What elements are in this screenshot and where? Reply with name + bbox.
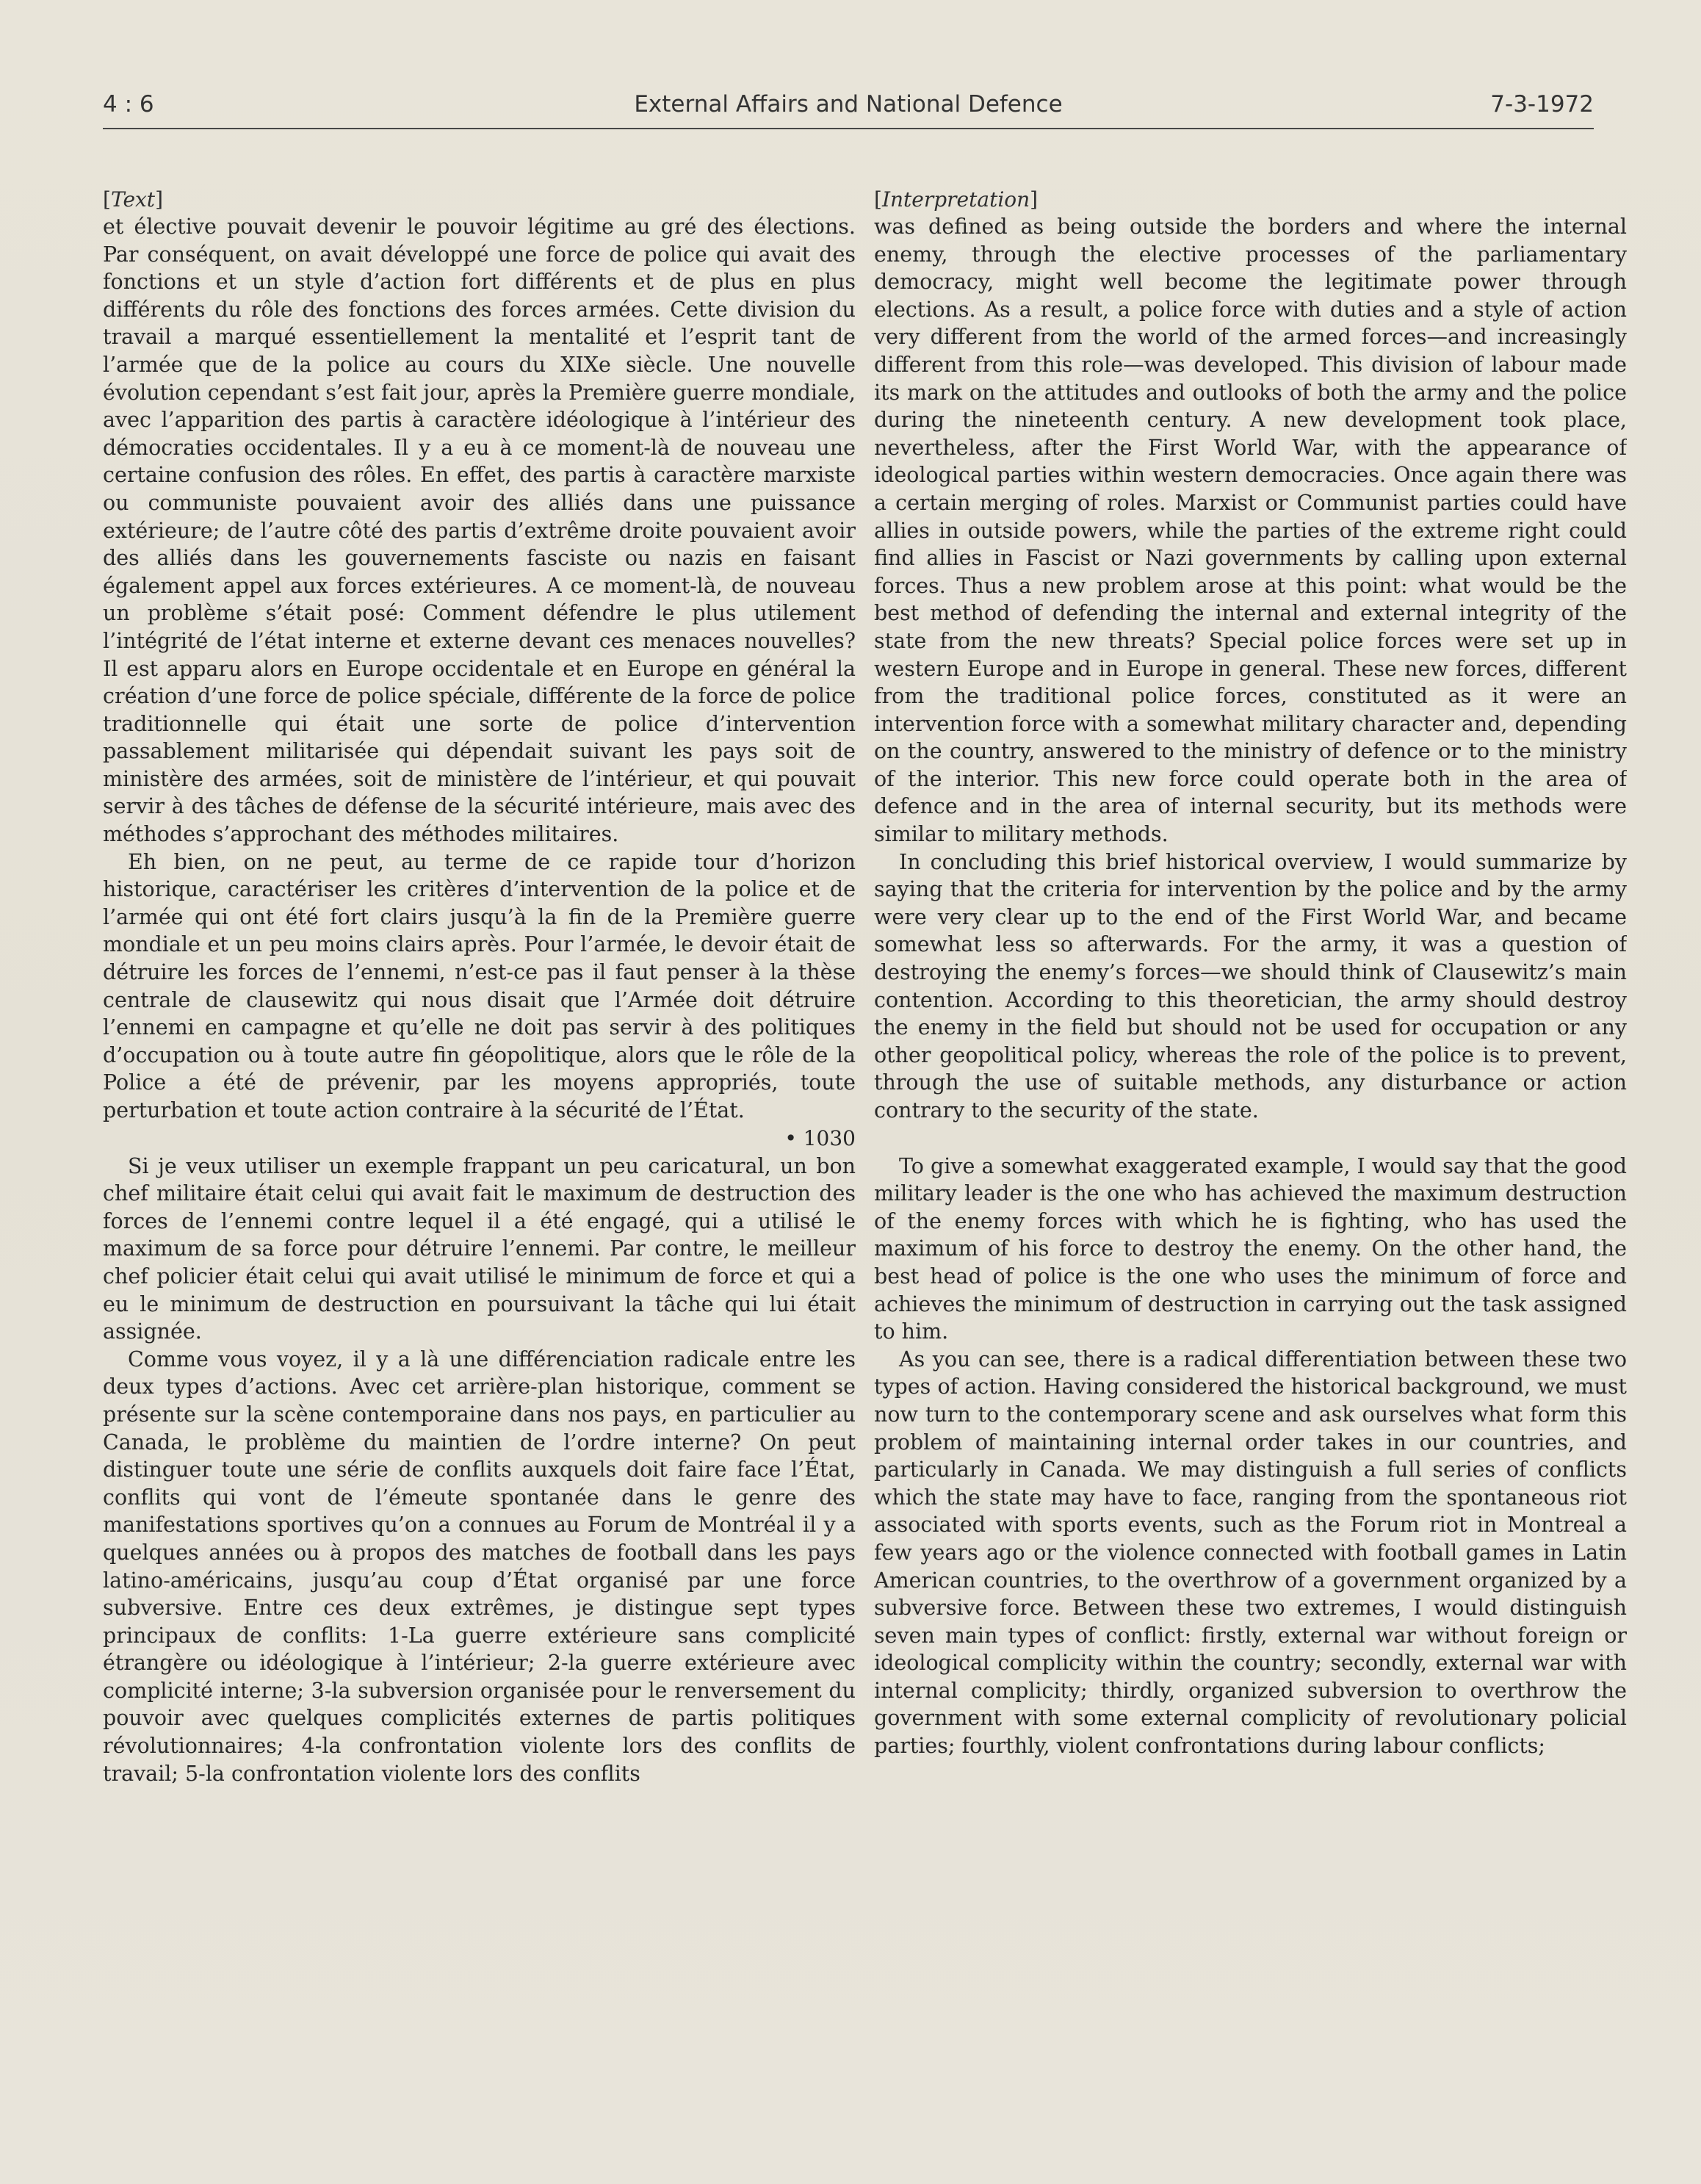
marker-spacer — [874, 1125, 1627, 1153]
english-interpretation-column — [874, 187, 1627, 2097]
column-label: Interpretation — [881, 187, 1030, 212]
sitting-date: 7-3-1972 — [1490, 91, 1594, 118]
paragraph: To give a somewhat exaggerated example, I would say that the good military leader is the one who has achieved the maximum destruction of the enemy forces with which he is fighting, who has used the maximum of his force to destroy the enemy. On the other hand, the best head of police is the one who uses the minimum of force and achieves the minimum of destruction in carrying out the task assigned to him. — [874, 1153, 1627, 1344]
paragraph: In concluding this brief historical overview, I would summarize by saying that the criteria for intervention by the police and by the army were very clear up to the end of the First World War, and became somewhat less so afterwards. For the army, it was a question of destroying the enemy’s forces—we should think of Clausewitz’s main contention. According to this theoretician, the army should destroy the enemy in the field but should not be used for occupation or any other geopolitical policy, whereas the role of the police is to prevent, through the use of suitable methods, any disturbance or action contrary to the security of the state. — [874, 849, 1627, 1122]
column-label: Text — [110, 187, 156, 212]
paragraph: Comme vous voyez, il y a là une différenciation radicale entre les deux types d’actions. Avec cet arrière-plan historique, comment se présente sur la scène contemporaine dans nos pays, en particulier au Canada, le problème du maintien de l’ordre interne? On peut distinguer toute une série de conflits auxquels doit faire face l’État, conflits qui vont de l’émeute spontanée dans le genre des manifestations sportives qu’on a connues au Forum de Montréal il y a quelques années ou à propos des matches de football dans les pays latino-américains, jusqu’au coup d’État organisé par une force subversive. Entre ces deux extrêmes, je distingue sept types principaux de conflits: 1-La guerre extérieure sans complicité étrangère ou idéologique à l’intérieur; 2-la guerre extérieure avec complicité interne; 3-la subversion organisée pour le renversement du pouvoir avec quelques complicités externes de partis politiques révolutionnaires; 4-la confrontation violente lors des conflits de travail; 5-la confrontation violente lors des conflits — [103, 1347, 856, 1786]
paragraph: et élective pouvait devenir le pouvoir légitime au gré des élections. Par conséquent, on avait développé une force de police qui avait des fonctions et un style d’action fort différents et de plus en plus différents du rôle des fonctions des forces armées. Cette division du travail a marqué essentiellement la mentalité et l’esprit tant de l’armée que de la police au cours du XIXe siècle. Une nouvelle évolution cependant s’est fait jour, après la Première guerre mondiale, avec l’apparition des partis à caractère idéologique à l’intérieur des démocraties occidentales. Il y a eu à ce moment-là de nouveau une certaine confusion des rôles. En effet, des partis à caractère marxiste ou communiste pouvaient avoir des alliés dans une puissance extérieure; de l’autre côté des partis d’extrême droite pouvaient avoir des alliés dans les gouvernements fasciste ou nazis en faisant également appel aux forces extérieures. A ce moment-là, de nouveau un problème s’était posé: Comment défendre le plus utilement l’intégrité de l’état interne et externe devant ces menaces nouvelles? Il est apparu alors en Europe occidentale et en Europe en général la création d’une force de police spéciale, différente de la force de police traditionnelle qui était une sorte de police d’intervention passablement militarisée qui dépendait suivant les pays soit de ministère des armées, soit de ministère de l’intérieur, et qui pouvait servir à des tâches de défense de la sécurité intérieure, mais avec des méthodes s’approchant des méthodes militaires. — [103, 215, 856, 847]
column-label-interpretation: [Interpretation] — [874, 187, 1039, 212]
page-number: 4 : 6 — [103, 91, 154, 118]
french-text-column — [103, 187, 856, 2097]
running-title: External Affairs and National Defence — [634, 91, 1063, 118]
column-label-text: [Text] — [103, 187, 163, 212]
time-marker: • 1030 — [784, 1125, 856, 1150]
paragraph: Eh bien, on ne peut, au terme de ce rapide tour d’horizon historique, caractériser les critères d’intervention de la police et de l’armée qui ont été fort clairs jusqu’à la fin de la Première guerre mondiale et un peu moins clairs après. Pour l’armée, le devoir était de détruire les forces de l’ennemi, n’est-ce pas il faut penser à la thèse centrale de clausewitz qui nous disait que l’Armée doit détruire l’ennemi en campagne et qu’elle ne doit pas servir à des politiques d’occupation ou à toute autre fin géopolitique, alors que le rôle de la Police a été de prévenir, par les moyens appropriés, toute perturbation et toute action contraire à la sécurité de l’État. — [103, 849, 856, 1122]
paragraph: As you can see, there is a radical differentiation between these two types of action. Having considered the historical background, we must now turn to the contemporary scene and ask ourselves what form this problem of maintaining internal order takes in our countries, and particularly in Canada. We may distinguish a full series of conflicts which the state may have to face, ranging from the spontaneous riot associated with sports events, such as the Forum riot in Montreal a few years ago or the violence connected with football games in Latin American countries, to the overthrow of a government organized by a subversive force. Between these two extremes, I would distinguish seven main types of conflict: firstly, external war without foreign or ideological complicity within the country; secondly, external war with internal complicity; thirdly, organized subversion to overthrow the government with some external complicity of revolutionary policial parties; fourthly, violent confrontations during labour conflicts; — [874, 1347, 1627, 1759]
paragraph: Si je veux utiliser un exemple frappant un peu caricatural, un bon chef militaire était celui qui avait fait le maximum de destruction des forces de l’ennemi contre lequel il a été engagé, qui a utilisé le maximum de sa force pour détruire l’ennemi. Par contre, le meilleur chef policier était celui qui avait utilisé le minimum de force et qui a eu le minimum de destruction en poursuivant la tâche qui lui était assignée. — [103, 1153, 856, 1344]
page-header — [103, 87, 1594, 129]
paragraph: was defined as being outside the borders and where the internal enemy, through the elective processes of the parliamentary democracy, might well become the legitimate power through elections. As a result, a police force with duties and a style of action very different from the world of the armed forces—and increasingly different from this role—was developed. This division of labour made its mark on the attitudes and outlooks of both the army and the police during the nineteenth century. A new development took place, nevertheless, after the First World War, with the appearance of ideological parties within western democracies. Once again there was a certain merging of roles. Marxist or Communist parties could have allies in outside powers, while the parties of the extreme right could find allies in Fascist or Nazi governments by calling upon external forces. Thus a new problem arose at this point: what would be the best method of defending the internal and external integrity of the state from the new threats? Special police forces were set up in western Europe and in Europe in general. These new forces, different from the traditional police forces, constituted as it were an intervention force with a somewhat military character and, depending on the country, answered to the ministry of defence or to the ministry of the interior. This new force could operate both in the area of defence and in the area of internal security, but its methods were similar to military methods. — [874, 215, 1627, 847]
